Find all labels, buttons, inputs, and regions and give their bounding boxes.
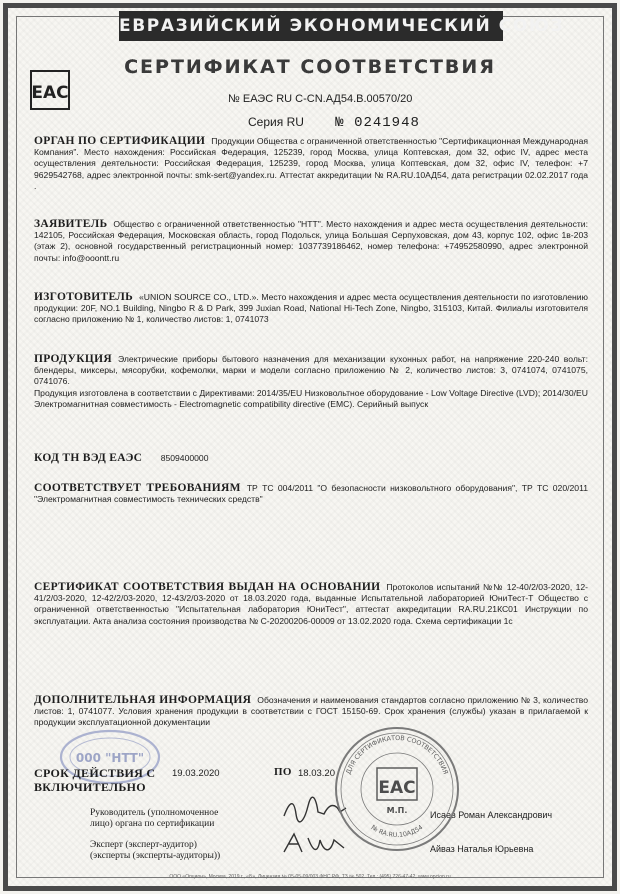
certificate-series: Серия RU № 0241948 [248,115,420,131]
additional-heading: ДОПОЛНИТЕЛЬНАЯ ИНФОРМАЦИЯ [34,694,252,706]
product-section [34,354,588,410]
code-value: 8509400000 [160,453,209,463]
eac-logo-icon [30,70,70,110]
certificate-title: СЕРТИФИКАТ СООТВЕТСТВИЯ [124,56,496,78]
head-name: Исаев Роман Александрович [430,810,553,820]
union-banner: ЕВРАЗИЙСКИЙ ЭКОНОМИЧЕСКИЙ СОЮЗ [119,11,503,41]
applicant-heading: ЗАЯВИТЕЛЬ [34,218,108,230]
printer-footer: ООО «Опцион», Москва, 2019 г., «Б», Лицензия № 05-05-09/003 ФНС РФ, ТЗ № 502. Тел.: (495) 726-47-42, www.opcion.ru [169,874,451,880]
compliance-text: ТР ТС 004/2011 "О безопасности низковольтного оборудования", ТР ТС 020/2011 "Электромагнитная совместимость технических средств" [34,483,588,505]
svg-text:ЕАС: ЕАС [378,778,416,798]
validity-to-label: ПО [274,766,292,778]
organ-text: Продукции Общества с ограниченной ответственностью "Сертификационная Международная Компания". Место нахождения: Российская Федерация, 125239, город Москва, улица Коптевская, дом 32, офис IV, адрес места осуществления деятельности: Российская Федерация, 125239, город Москва, улица Коптевская, дом 32, офис IV, телефон: +7 9629542768, адрес электронной почты: smk-sert@yandex.ru. Аттестат аккредитации № RA.RU.10АД54, дата регистрации 02.02.2017 года . [34,136,588,191]
compliance-heading: СООТВЕТСТВУЕТ ТРЕБОВАНИЯМ [34,482,241,494]
additional-section [34,695,588,729]
product-directives: Продукция изготовлена в соответствии с Директивами: 2014/35/EU Низковольтное оборудование - Low Voltage Directive (LVD); 2014/30/EU Электромагнитная совместимость - Electromagnetic compatibility directive (EMC). Серийный выпуск [34,387,588,409]
manufacturer-section [34,292,588,326]
applicant-text: Общество с ограниченной ответственностью "НТТ". Место нахождения и адрес места осуществления деятельности: 142105, Российская Федерация, Московская область, город Подольск, улица Большая Серпуховская, дом 43, корпус 102, офис 1в-203 (этаж 2), основной государственный регистрационный номер: 1037739186462, номер телефона: +74952580990, адрес электронной почты: info@ooontt.ru [34,219,588,263]
code-heading: КОД ТН ВЭД ЕАЭС [34,452,143,464]
svg-text:ДЛЯ СЕРТИФИКАТОВ СООТВЕТСТВИЯ: ДЛЯ СЕРТИФИКАТОВ СООТВЕТСТВИЯ [344,733,450,776]
svg-text:М.П.: М.П. [386,806,408,815]
validity-heading: СРОК ДЕЙСТВИЯ С ВКЛЮЧИТЕЛЬНО [34,766,156,794]
svg-text:№ RA.RU.10АД54: № RA.RU.10АД54 [369,823,425,840]
additional-text: Обозначения и наименования стандартов согласно приложению № 3, количество листов: 1, 0741077. Условия хранения продукции в соответствии с ГОСТ 15150-69. Срок хранения (службы) указан в прилагаемой к продукции эксплуатационной документации [34,695,588,728]
manufacturer-text: «UNION SOURCE CO., LTD.». Место нахождения и адрес места осуществления деятельности по изготовлению продукции: 20F, NO.1 Building, Ningbo R & D Park, 399 Juxian Road, National Hi-Tech Zone, Ningbo, 315103, Китай. Филиалы изготовителя согласно приложению № 1, количество листов: 1, 0741073 [34,292,588,325]
product-heading: ПРОДУКЦИЯ [34,353,113,365]
organ-heading: ОРГАН ПО СЕРТИФИКАЦИИ [34,135,206,147]
basis-text: Протоколов испытаний №№ 12-40/2/03-2020, 12-41/2/03-2020, 12-42/2/03-2020, 12-43/2/03-2020 от 18.03.2020 года, выданные Испытательной лабораторией ЮниТест-Т Общество с ограниченной ответственностью "Испытательная лаборатория ЮниТест", аттестат аккредитации RA.RU.21КС01 Инструкции по эксплуатации. Акта анализа состояния производства № С-20200206-00009 от 13.02.2020 года. Схема сертификации 1с [34,582,588,626]
certificate-number: № ЕАЭС RU С-CN.АД54.В.00570/20 [228,93,413,105]
expert-signature-label: Эксперт (эксперт-аудитор) (эксперты (эксперты-аудиторы)) [90,840,221,861]
code-section [34,453,588,464]
validity-from: 19.03.2020 [172,768,220,779]
product-text: Электрические приборы бытового назначения для механизации кухонных работ, на напряжение 220-240 вольт: блендеры, миксеры, мясорубки, кофемолки, марки и модели согласно приложению № 2, количество листов: 3, 0741074, 0741075, 0741076. [34,354,588,387]
expert-name: Айваз Наталья Юрьевна [430,844,534,854]
applicant-section [34,219,588,264]
svg-text:000 "НТТ": 000 "НТТ" [75,751,145,765]
basis-section [34,582,588,627]
head-signature-label: Руководитель (уполномоченное лицо) органа по сертификации [90,808,219,829]
organ-section [34,136,588,192]
certification-round-stamp [332,724,462,854]
manufacturer-heading: ИЗГОТОВИТЕЛЬ [34,291,134,303]
svg-text:ЕАС: ЕАС [31,83,69,103]
basis-heading: СЕРТИФИКАТ СООТВЕТСТВИЯ ВЫДАН НА ОСНОВАНИИ [34,581,381,593]
compliance-section [34,483,588,505]
validity-to: 18.03.20 [298,768,335,779]
